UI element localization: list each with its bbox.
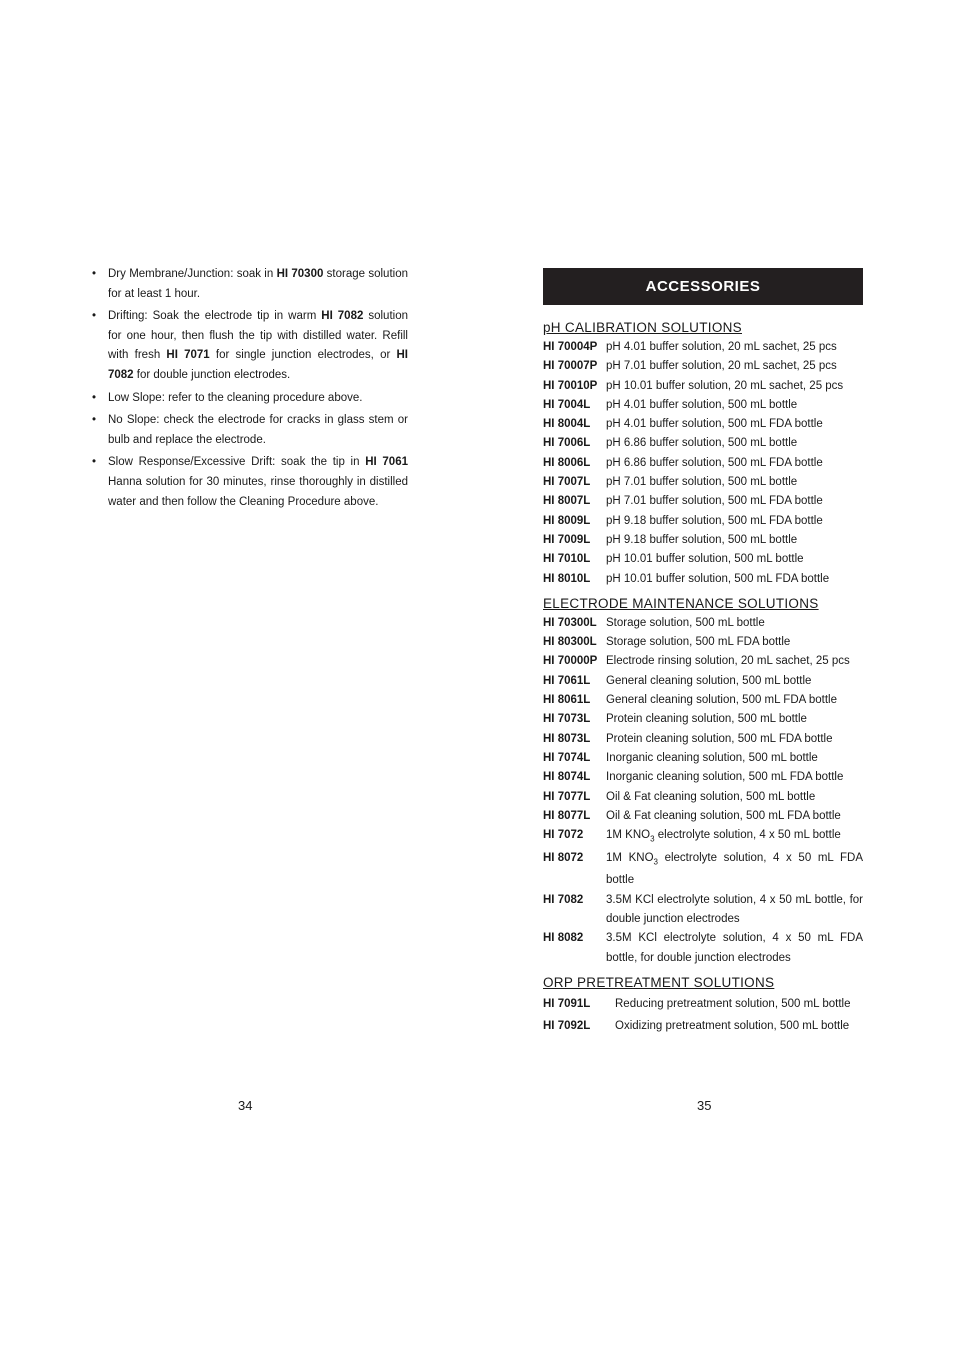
troubleshooting-list (90, 265, 408, 512)
section-title: ELECTRODE MAINTENANCE SOLUTIONS (543, 595, 819, 611)
product-code: HI 70010P (543, 379, 598, 392)
list-item: • Slow Response/Excessive Drift: soak the tip in HI 7061 Hanna solution for 30 minutes, rinse thoroughly in distilled water and then follow the Cleaning Procedure above. (90, 453, 408, 512)
term-label: Low Slope: (108, 391, 165, 404)
table-row (543, 550, 863, 569)
product-description: Oil & Fat cleaning solution, 500 mL FDA bottle (606, 809, 841, 822)
section-title: ORP PRETREATMENT SOLUTIONS (543, 974, 775, 990)
page-number-right: 35 (697, 1098, 712, 1113)
term-label: No Slope: (108, 414, 160, 427)
table-row (543, 993, 863, 1015)
ph-calibration-section (543, 318, 863, 589)
product-description: Reducing pretreatment solution, 500 mL bottle (615, 997, 851, 1010)
product-description: Inorganic cleaning solution, 500 mL FDA bottle (606, 771, 844, 784)
product-description: pH 7.01 buffer solution, 500 mL FDA bottle (606, 495, 823, 508)
product-code: HI 7006L (543, 437, 591, 450)
table-row (543, 434, 863, 453)
product-code: HI 7074L (543, 751, 591, 764)
accessories-page (543, 268, 863, 1037)
table-row (543, 531, 863, 550)
product-description: pH 7.01 buffer solution, 20 mL sachet, 25 pcs (606, 360, 837, 373)
product-description: Inorganic cleaning solution, 500 mL bottle (606, 751, 818, 764)
left-page-bullets (90, 265, 408, 515)
product-description: pH 7.01 buffer solution, 500 mL bottle (606, 476, 798, 489)
product-description: pH 9.18 buffer solution, 500 mL FDA bottle (606, 514, 823, 527)
table-row (543, 768, 863, 787)
product-code: HI 7092L (543, 1019, 591, 1032)
product-code: HI 7082 (108, 349, 408, 381)
product-code: HI 7071 (166, 349, 210, 362)
product-description: pH 10.01 buffer solution, 500 mL bottle (606, 553, 804, 566)
product-description: Oxidizing pretreatment solution, 500 mL bottle (615, 1019, 850, 1032)
electrode-maintenance-section (543, 594, 863, 968)
product-description: 3.5M KCl electrolyte solution, 4 x 50 mL FDA bottle, for double junction electrodes (606, 932, 863, 964)
product-description: Storage solution, 500 mL FDA bottle (606, 636, 791, 649)
product-code: HI 7073L (543, 713, 591, 726)
product-code: HI 8077L (543, 809, 591, 822)
list-item: • Drifting: Soak the electrode tip in warm HI 7082 solution for one hour, then flush the tip with distilled water. Refill with fresh HI 7071 for single junction electrodes, or HI 7082 for double junction electrodes. (90, 307, 408, 385)
table-row (543, 357, 863, 376)
list-item: • Low Slope: refer to the cleaning procedure above. (90, 389, 408, 409)
table-row (543, 338, 863, 357)
product-code: HI 70000P (543, 655, 598, 668)
product-description: General cleaning solution, 500 mL bottle (606, 674, 812, 687)
product-code: HI 70300 (276, 268, 324, 280)
table-row (543, 512, 863, 531)
ph-calibration-rows (543, 338, 863, 589)
product-code: HI 8072 (543, 851, 584, 864)
page-number-left: 34 (238, 1098, 253, 1113)
table-row (543, 749, 863, 768)
product-code: HI 7077L (543, 790, 591, 803)
product-code: HI 70300L (543, 616, 597, 629)
product-description: pH 4.01 buffer solution, 500 mL FDA bottle (606, 418, 823, 431)
product-description: pH 4.01 buffer solution, 20 mL sachet, 25 pcs (606, 341, 837, 353)
term-label: Dry Membrane/Junction: (108, 268, 234, 280)
table-row (543, 454, 863, 473)
table-row (543, 570, 863, 589)
product-description: 1M $KNO_3$ electrolyte solution, 4 x 50 mL FDA bottle (606, 851, 863, 887)
product-description: General cleaning solution, 500 mL FDA bottle (606, 694, 837, 707)
product-code: HI 70007P (543, 360, 598, 373)
product-description: pH 10.01 buffer solution, 500 mL FDA bottle (606, 572, 830, 585)
electrode-maintenance-rows (543, 614, 863, 968)
product-code: HI 8007L (543, 495, 591, 508)
product-code: HI 80300L (543, 636, 597, 649)
table-row (543, 807, 863, 826)
table-row (543, 672, 863, 691)
product-description: 3.5M KCl electrolyte solution, 4 x 50 mL bottle, for double junction electrodes (606, 893, 863, 925)
table-row (543, 730, 863, 749)
product-description: pH 4.01 buffer solution, 500 mL bottle (606, 398, 798, 411)
product-description: Electrode rinsing solution, 20 mL sachet, 25 pcs (606, 655, 850, 668)
product-code: HI 8074L (543, 771, 591, 784)
table-row (543, 614, 863, 633)
table-row (543, 1015, 863, 1037)
product-code: HI 7009L (543, 533, 591, 546)
term-label: Drifting: (108, 310, 148, 323)
orp-pretreatment-section (543, 973, 863, 1037)
table-row (543, 652, 863, 671)
product-code: HI 8082 (543, 932, 584, 945)
orp-pretreatment-rows (543, 993, 863, 1037)
product-code: HI 7010L (543, 553, 591, 566)
table-row (543, 929, 863, 968)
product-description: pH 9.18 buffer solution, 500 mL bottle (606, 533, 798, 546)
product-code: HI 8009L (543, 514, 591, 527)
product-code: HI 7061 (365, 456, 408, 469)
product-code: HI 7091L (543, 997, 591, 1010)
table-row (543, 492, 863, 511)
table-row (543, 826, 863, 849)
product-description: Oil & Fat cleaning solution, 500 mL bottle (606, 790, 816, 803)
list-item: • No Slope: check the electrode for cracks in glass stem or bulb and replace the electrode. (90, 411, 408, 450)
product-description: Storage solution, 500 mL bottle (606, 616, 765, 629)
product-description: pH 10.01 buffer solution, 20 mL sachet, 25 pcs (606, 379, 844, 392)
product-description: pH 6.86 buffer solution, 500 mL FDA bottle (606, 456, 823, 469)
product-code: HI 7004L (543, 398, 591, 411)
table-row (543, 710, 863, 729)
product-code: HI 8061L (543, 694, 591, 707)
product-description: Protein cleaning solution, 500 mL FDA bottle (606, 732, 833, 745)
product-code: HI 7007L (543, 476, 591, 489)
product-description: Protein cleaning solution, 500 mL bottle (606, 713, 807, 726)
table-row (543, 377, 863, 396)
product-code: HI 8004L (543, 418, 591, 431)
table-row (543, 473, 863, 492)
product-code: HI 8073L (543, 732, 591, 745)
table-row (543, 891, 863, 930)
list-item: • Dry Membrane/Junction: soak in HI 70300 storage solution for at least 1 hour. (90, 265, 408, 304)
table-row (543, 691, 863, 710)
product-description: pH 6.86 buffer solution, 500 mL bottle (606, 437, 798, 450)
section-title: pH CALIBRATION SOLUTIONS (543, 320, 742, 335)
accessories-header: ACCESSORIES (543, 268, 863, 305)
product-code: HI 8010L (543, 572, 591, 585)
product-code: HI 7082 (321, 310, 364, 323)
product-code: HI 7082 (543, 893, 584, 906)
product-code: HI 8006L (543, 456, 591, 469)
table-row (543, 633, 863, 652)
table-row (543, 788, 863, 807)
term-label: Slow Response/Excessive Drift: (108, 456, 276, 469)
table-row (543, 849, 863, 891)
product-description: 1M $KNO_3$ electrolyte solution, 4 x 50 mL bottle (606, 829, 841, 844)
product-code: HI 7061L (543, 674, 591, 687)
product-code: HI 7072 (543, 829, 584, 842)
table-row (543, 396, 863, 415)
table-row (543, 415, 863, 434)
product-code: HI 70004P (543, 341, 598, 353)
